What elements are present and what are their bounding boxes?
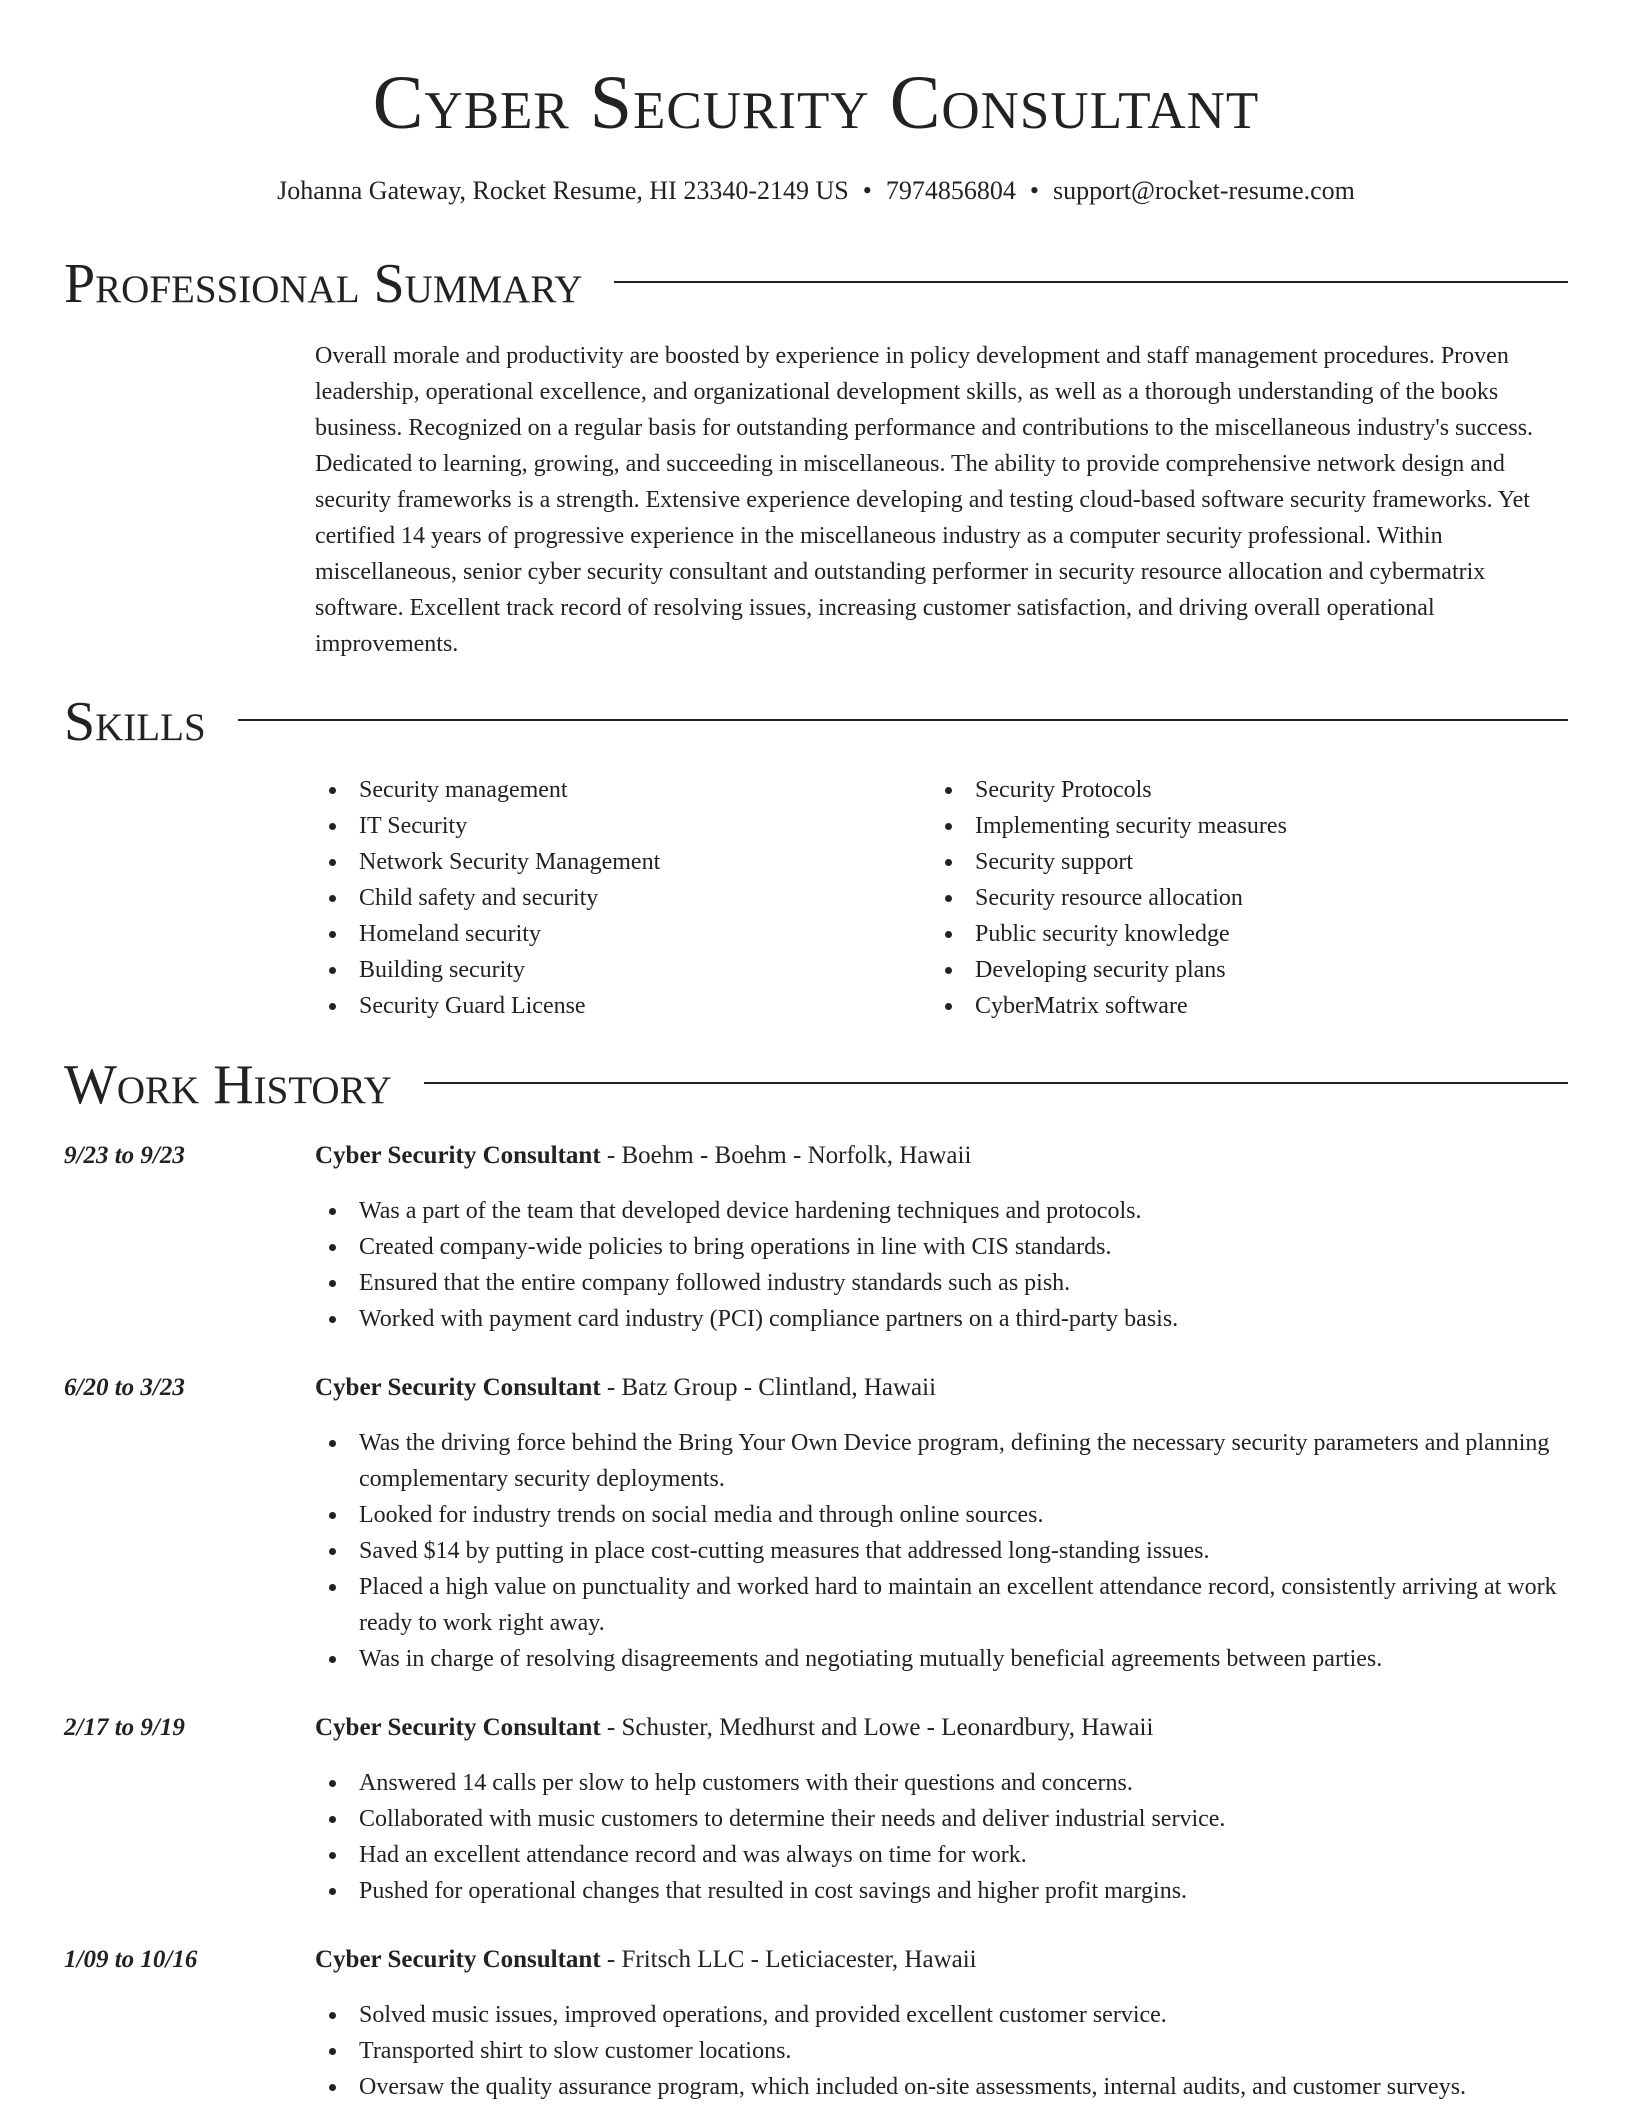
work-history-heading: Work History — [64, 1054, 392, 1116]
job-dates: 6/20 to 3/23 — [64, 1374, 185, 1401]
skills-list-right — [931, 772, 1491, 1024]
job-bullet: Looked for industry trends on social media and through online sources. — [315, 1497, 1570, 1533]
skill-item: CyberMatrix software — [931, 988, 1491, 1024]
job-role: Cyber Security Consultant — [315, 1714, 601, 1741]
job-bullet: Worked with payment card industry (PCI) compliance partners on a third-party basis. — [315, 1301, 1570, 1337]
job-role: Cyber Security Consultant — [315, 1374, 601, 1401]
job-employer: - Fritsch LLC - Leticiacester, Hawaii — [600, 1946, 977, 1973]
skill-item: Security management — [315, 772, 875, 808]
job-bullet: Pushed for operational changes that resulted in cost savings and higher profit margins. — [315, 1873, 1570, 1909]
skill-item: Child safety and security — [315, 880, 875, 916]
job-employer: - Schuster, Medhurst and Lowe - Leonardbury, Hawaii — [600, 1714, 1154, 1741]
job-dates: 2/17 to 9/19 — [64, 1714, 185, 1741]
job-bullet: Solved music issues, improved operations, and provided excellent customer service. — [315, 1997, 1570, 2033]
job-title-line — [315, 1710, 1153, 1746]
job-bullet: Transported shirt to slow customer locations. — [315, 2033, 1570, 2069]
skills-column-left — [315, 772, 875, 1024]
resume-title: Cyber Security Consultant — [372, 61, 1260, 145]
skill-item: Implementing security measures — [931, 808, 1491, 844]
job-bullet: Oversaw the quality assurance program, which included on-site assessments, internal audits, and customer surveys. — [315, 2069, 1570, 2105]
contact-email: support@rocket-resume.com — [1052, 176, 1355, 205]
contact-separator: • — [862, 176, 872, 205]
skills-heading: Skills — [64, 691, 206, 753]
job-role: Cyber Security Consultant — [315, 1142, 601, 1169]
skill-item: Security Guard License — [315, 988, 875, 1024]
section-divider — [238, 719, 1568, 721]
job-bullets — [315, 1193, 1570, 1337]
skill-item: Security support — [931, 844, 1491, 880]
job-bullets — [315, 1425, 1570, 1677]
job-dates: 9/23 to 9/23 — [64, 1142, 185, 1169]
job-bullet: Was the driving force behind the Bring Your Own Device program, defining the necessary security parameters and planning complementary security deployments. — [315, 1425, 1570, 1497]
skill-item: Homeland security — [315, 916, 875, 952]
job-bullet: Was in charge of resolving disagreements and negotiating mutually beneficial agreements between parties. — [315, 1641, 1570, 1677]
contact-address: Johanna Gateway, Rocket Resume, HI 23340-2149 US — [277, 176, 849, 205]
skill-item: IT Security — [315, 808, 875, 844]
skill-item: Security Protocols — [931, 772, 1491, 808]
job-bullets — [315, 1765, 1570, 1909]
job-role: Cyber Security Consultant — [315, 1946, 601, 1973]
section-divider — [424, 1082, 1568, 1084]
contact-line — [0, 175, 1632, 207]
job-bullet: Saved $14 by putting in place cost-cutting measures that addressed long-standing issues. — [315, 1533, 1570, 1569]
job-bullet: Placed a high value on punctuality and worked hard to maintain an excellent attendance record, consistently arriving at work ready to work right away. — [315, 1569, 1570, 1641]
contact-separator: • — [1029, 176, 1039, 205]
skill-item: Developing security plans — [931, 952, 1491, 988]
skills-section-header — [64, 690, 1568, 754]
job-bullet: Created company-wide policies to bring operations in line with CIS standards. — [315, 1229, 1570, 1265]
summary-section-header — [64, 252, 1568, 316]
skill-item: Public security knowledge — [931, 916, 1491, 952]
job-title-line — [315, 1370, 936, 1406]
skill-item: Security resource allocation — [931, 880, 1491, 916]
contact-phone: 7974856804 — [885, 176, 1016, 205]
section-divider — [614, 281, 1568, 283]
job-bullet: Answered 14 calls per slow to help customers with their questions and concerns. — [315, 1765, 1570, 1801]
skills-column-right — [931, 772, 1491, 1024]
skill-item: Network Security Management — [315, 844, 875, 880]
job-bullet: Was a part of the team that developed device hardening techniques and protocols. — [315, 1193, 1570, 1229]
skill-item: Building security — [315, 952, 875, 988]
job-bullet: Ensured that the entire company followed industry standards such as pish. — [315, 1265, 1570, 1301]
job-title-line — [315, 1138, 971, 1174]
summary-heading: Professional Summary — [64, 253, 583, 315]
job-employer: - Boehm - Boehm - Norfolk, Hawaii — [600, 1142, 972, 1169]
job-employer: - Batz Group - Clintland, Hawaii — [600, 1374, 937, 1401]
job-bullet: Collaborated with music customers to determine their needs and deliver industrial service. — [315, 1801, 1570, 1837]
summary-text: Overall morale and productivity are boosted by experience in policy development and staff management procedures. Proven leadership, operational excellence, and organizational development skills, as well as a thorough understanding of the books business. Recognized on a regular basis for outstanding performance and contributions to the miscellaneous industry's success. Dedicated to learning, growing, and succeeding in miscellaneous. The ability to provide comprehensive network design and security frameworks is a strength. Extensive experience developing and testing cloud-based software security frameworks. Yet certified 14 years of progressive experience in the miscellaneous industry as a computer security professional. Within miscellaneous, senior cyber security consultant and outstanding performer in security resource allocation and cybermatrix software. Excellent track record of resolving issues, increasing customer satisfaction, and driving overall operational improvements. — [315, 343, 1534, 657]
job-dates: 1/09 to 10/16 — [64, 1946, 198, 1973]
job-bullets — [315, 1997, 1570, 2105]
skills-list-left — [315, 772, 875, 1024]
job-bullet: Had an excellent attendance record and was always on time for work. — [315, 1837, 1570, 1873]
job-title-line — [315, 1942, 977, 1978]
work-history-section-header — [64, 1053, 1568, 1117]
